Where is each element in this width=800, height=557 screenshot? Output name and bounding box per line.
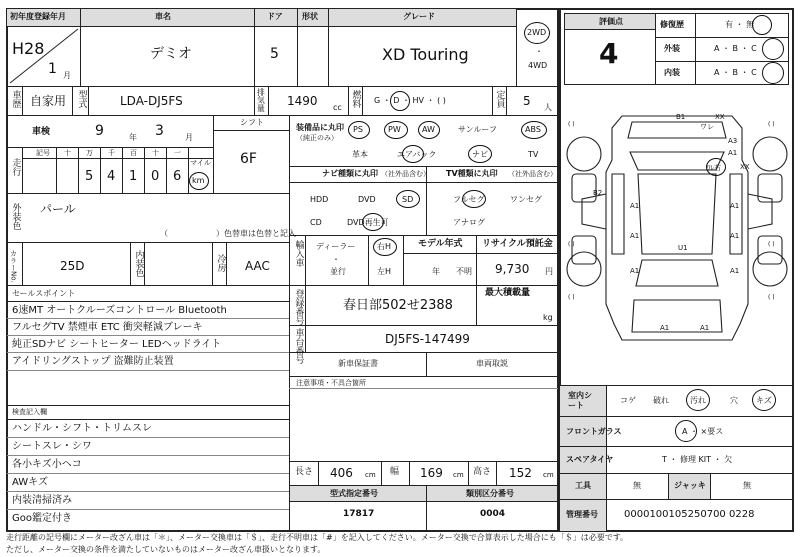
svg-text:( ): ( ) — [768, 294, 775, 301]
color-code: 25D — [60, 259, 85, 273]
fuel-options: G ・ D ・ HV ・ ( ) — [374, 96, 446, 105]
inspect-line: ハンドル・シフト・トリムスレ — [12, 423, 152, 434]
category-number: 0004 — [480, 509, 506, 519]
mileage-digit: 6 — [173, 169, 182, 184]
equip-sunroof: サンルーフ — [458, 125, 497, 134]
model-code: LDA-DJ5FS — [120, 94, 183, 108]
windshield: A ・ ×要ス — [682, 427, 724, 436]
inspect-line: Goo鑑定付き — [12, 513, 72, 524]
equip-aw: AW — [422, 125, 435, 134]
svg-text:( ): ( ) — [568, 294, 575, 301]
svg-text:( ): ( ) — [568, 121, 575, 128]
notes-label: 注意事項・不具合箇所 — [296, 379, 366, 387]
equip-tv: TV — [528, 150, 539, 159]
seat-dirty: 汚れ — [690, 396, 706, 405]
spare-tire: T ・ 修理 KIT ・ 欠 — [662, 455, 733, 464]
ac-type: AAC — [245, 259, 270, 273]
car-name-header: 車名 — [155, 12, 171, 21]
length: 406 — [330, 466, 353, 480]
repair-options: 有 ・ 無 — [725, 20, 755, 29]
inspect-line: 各小キズ小ヘコ — [12, 459, 82, 470]
footer-note: ただし、メーター交換の条件を満たしていないものはメーター改ざん車扱いとなります。 — [6, 545, 326, 554]
mileage-digit: 1 — [129, 169, 138, 184]
tools-value: 無 — [633, 481, 641, 490]
recycle-fee: 9,730 — [495, 262, 530, 276]
svg-text:( ): ( ) — [568, 241, 575, 248]
shift-value: 6F — [240, 151, 257, 167]
usage: 自家用 — [30, 94, 67, 108]
grade-header: グレード — [403, 12, 435, 21]
capacity: 5 — [523, 94, 531, 108]
sales-line: 純正SDナビ シートヒーター LEDヘッドライト — [12, 339, 222, 350]
equip-ps: PS — [353, 125, 363, 134]
door-header: ドア — [267, 12, 283, 21]
height: 152 — [509, 466, 532, 480]
type-designation: 17817 — [343, 509, 375, 519]
equip-pw: PW — [388, 125, 401, 134]
registration-number: 春日部502せ2388 — [343, 298, 453, 313]
mileage-digit: 5 — [85, 169, 94, 184]
4wd-option: 4WD — [528, 61, 548, 70]
grade: XD Touring — [382, 45, 469, 64]
score-value: 4 — [599, 37, 619, 70]
color-change-note: （ ）色替車は色替と記入 — [160, 229, 296, 238]
equip-airbag: エアバック — [397, 150, 437, 159]
footer-note: 走行距離の記号欄にメーター改ざん車は「＊」、メーター交換車は「＄」、走行不明車は「#」を記入してください。メーター交換で合算表示した場合にも「＄」は必要です。 — [6, 533, 629, 542]
exterior-color: パール — [40, 202, 76, 216]
shape-header: 形状 — [302, 12, 318, 21]
inspect-line: 内装清掃済み — [12, 495, 72, 506]
inspect-line: AWキズ — [12, 477, 48, 488]
right-hand: 右H — [377, 242, 392, 251]
chassis-number: DJ5FS-147499 — [385, 332, 470, 346]
sales-label: セールスポイント — [12, 289, 76, 298]
seat-scratch: キズ — [756, 396, 772, 405]
sales-line: アイドリングストップ 盗難防止装置 — [12, 356, 174, 367]
car-damage-diagram — [562, 104, 792, 384]
mileage-digit: 4 — [107, 169, 116, 184]
inspect-label: 検査記入欄 — [12, 408, 47, 416]
shaken-year: 9 — [95, 123, 104, 139]
shaken-month: 3 — [155, 123, 164, 139]
equip-abs: ABS — [525, 125, 541, 134]
sales-line: 6速MT オートクルーズコントロール Bluetooth — [12, 305, 227, 316]
management-number: 0000100105250700 0228 — [624, 509, 755, 520]
sales-line: フルセグTV 禁煙車 ETC 衝突軽減ブレーキ — [12, 322, 203, 333]
navi-sd: SD — [402, 195, 414, 204]
era-year: H28 — [12, 39, 45, 58]
first-reg-header: 初年度登録年月 — [10, 12, 66, 21]
doors: 5 — [270, 46, 279, 62]
tv-fullseg: フルセグ — [453, 195, 485, 204]
exterior-grade: A ・ B ・ C — [714, 44, 757, 53]
equip-leather: 革本 — [352, 150, 368, 159]
equip-navi: ナビ — [472, 150, 488, 159]
width: 169 — [420, 466, 443, 480]
displacement: 1490 — [287, 94, 318, 108]
svg-text:( ): ( ) — [768, 121, 775, 128]
inspect-line: シートスレ・シワ — [12, 441, 92, 452]
interior-grade: A ・ B ・ C — [714, 68, 757, 77]
mileage-digit: 0 — [151, 169, 160, 184]
2wd-option: 2WD — [527, 28, 547, 37]
car-name: デミオ — [150, 46, 192, 62]
svg-text:( ): ( ) — [768, 241, 775, 248]
jack-value: 無 — [743, 481, 751, 490]
reg-month: 1 — [48, 61, 57, 77]
